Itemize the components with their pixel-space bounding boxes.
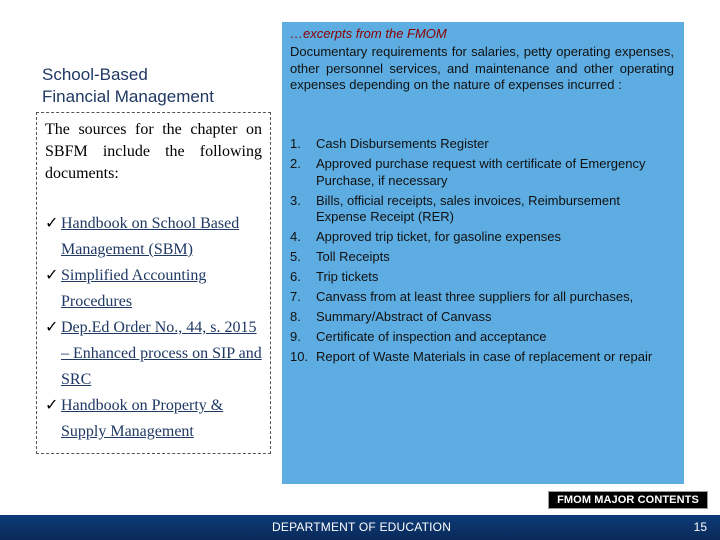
fmom-excerpt-panel: [282, 22, 684, 484]
list-item: [290, 136, 674, 153]
page-number: 15: [693, 520, 707, 534]
source-link[interactable]: Simplified Accounting Procedures: [61, 267, 207, 310]
item-text: Approved purchase request with certificate of Emergency Purchase, if necessary: [316, 156, 646, 188]
item-number: 8.: [290, 309, 301, 324]
item-number: 10.: [290, 349, 309, 364]
item-text: Toll Receipts: [316, 249, 390, 264]
list-item: [290, 309, 674, 326]
item-text: Cash Disbursements Register: [316, 136, 489, 151]
department-label: DEPARTMENT OF EDUCATION: [272, 520, 452, 534]
excerpt-note: …excerpts from the FMOM: [290, 26, 447, 41]
source-link[interactable]: Handbook on School Based Management (SBM): [61, 215, 240, 258]
item-number: 3.: [290, 192, 301, 208]
list-item: [290, 329, 674, 346]
section-title-line2: Financial Management: [42, 87, 214, 106]
footer-bar: [0, 515, 720, 540]
item-text: Report of Waste Materials in case of replacement or repair: [316, 349, 653, 364]
item-text: Certificate of inspection and acceptance: [316, 329, 547, 344]
item-number: 7.: [290, 289, 301, 304]
checkmark-icon: ✓: [45, 267, 59, 284]
item-number: 6.: [290, 269, 301, 284]
checkmark-icon: ✓: [45, 397, 59, 414]
list-item[interactable]: [45, 315, 262, 393]
source-link[interactable]: Handbook on Property & Supply Management: [61, 397, 224, 440]
item-text: Summary/Abstract of Canvass: [316, 309, 492, 324]
item-text: Approved trip ticket, for gasoline expenses: [316, 229, 561, 244]
checkmark-icon: ✓: [45, 319, 59, 336]
fmom-major-contents-label: FMOM MAJOR CONTENTS: [557, 494, 699, 506]
sources-list: [45, 211, 262, 445]
fmom-major-contents-button[interactable]: [548, 491, 708, 509]
item-text: Bills, official receipts, sales invoices, Reimbursement Expense Receipt (RER): [316, 192, 620, 224]
list-item: [290, 156, 674, 189]
list-item: [290, 289, 674, 306]
section-title-line1: School-Based: [42, 65, 148, 84]
item-number: 4.: [290, 229, 301, 244]
list-item: [290, 193, 674, 226]
item-number: 1.: [290, 136, 301, 151]
source-link[interactable]: Dep.Ed Order No., 44, s. 2015 – Enhanced process on SIP and SRC: [61, 319, 262, 388]
checkmark-icon: ✓: [45, 215, 59, 232]
section-title: [42, 64, 272, 108]
item-text: Trip tickets: [316, 269, 379, 284]
sources-intro: The sources for the chapter on SBFM include the following documents:: [45, 121, 262, 182]
list-item[interactable]: [45, 211, 262, 263]
item-number: 9.: [290, 329, 301, 344]
list-item: [290, 229, 674, 246]
list-item[interactable]: [45, 263, 262, 315]
list-item: [290, 269, 674, 286]
item-number: 5.: [290, 249, 301, 264]
list-item[interactable]: [45, 393, 262, 445]
requirements-list: [290, 136, 674, 369]
list-item: [290, 349, 674, 366]
item-text: Canvass from at least three suppliers for all purchases,: [316, 289, 634, 304]
sources-box: [36, 112, 271, 454]
item-number: 2.: [290, 156, 301, 171]
requirements-intro: Documentary requirements for salaries, petty operating expenses, other personnel services, and maintenance and other operating expenses depending on the nature of expenses incurred :: [290, 44, 674, 92]
list-item: [290, 249, 674, 266]
